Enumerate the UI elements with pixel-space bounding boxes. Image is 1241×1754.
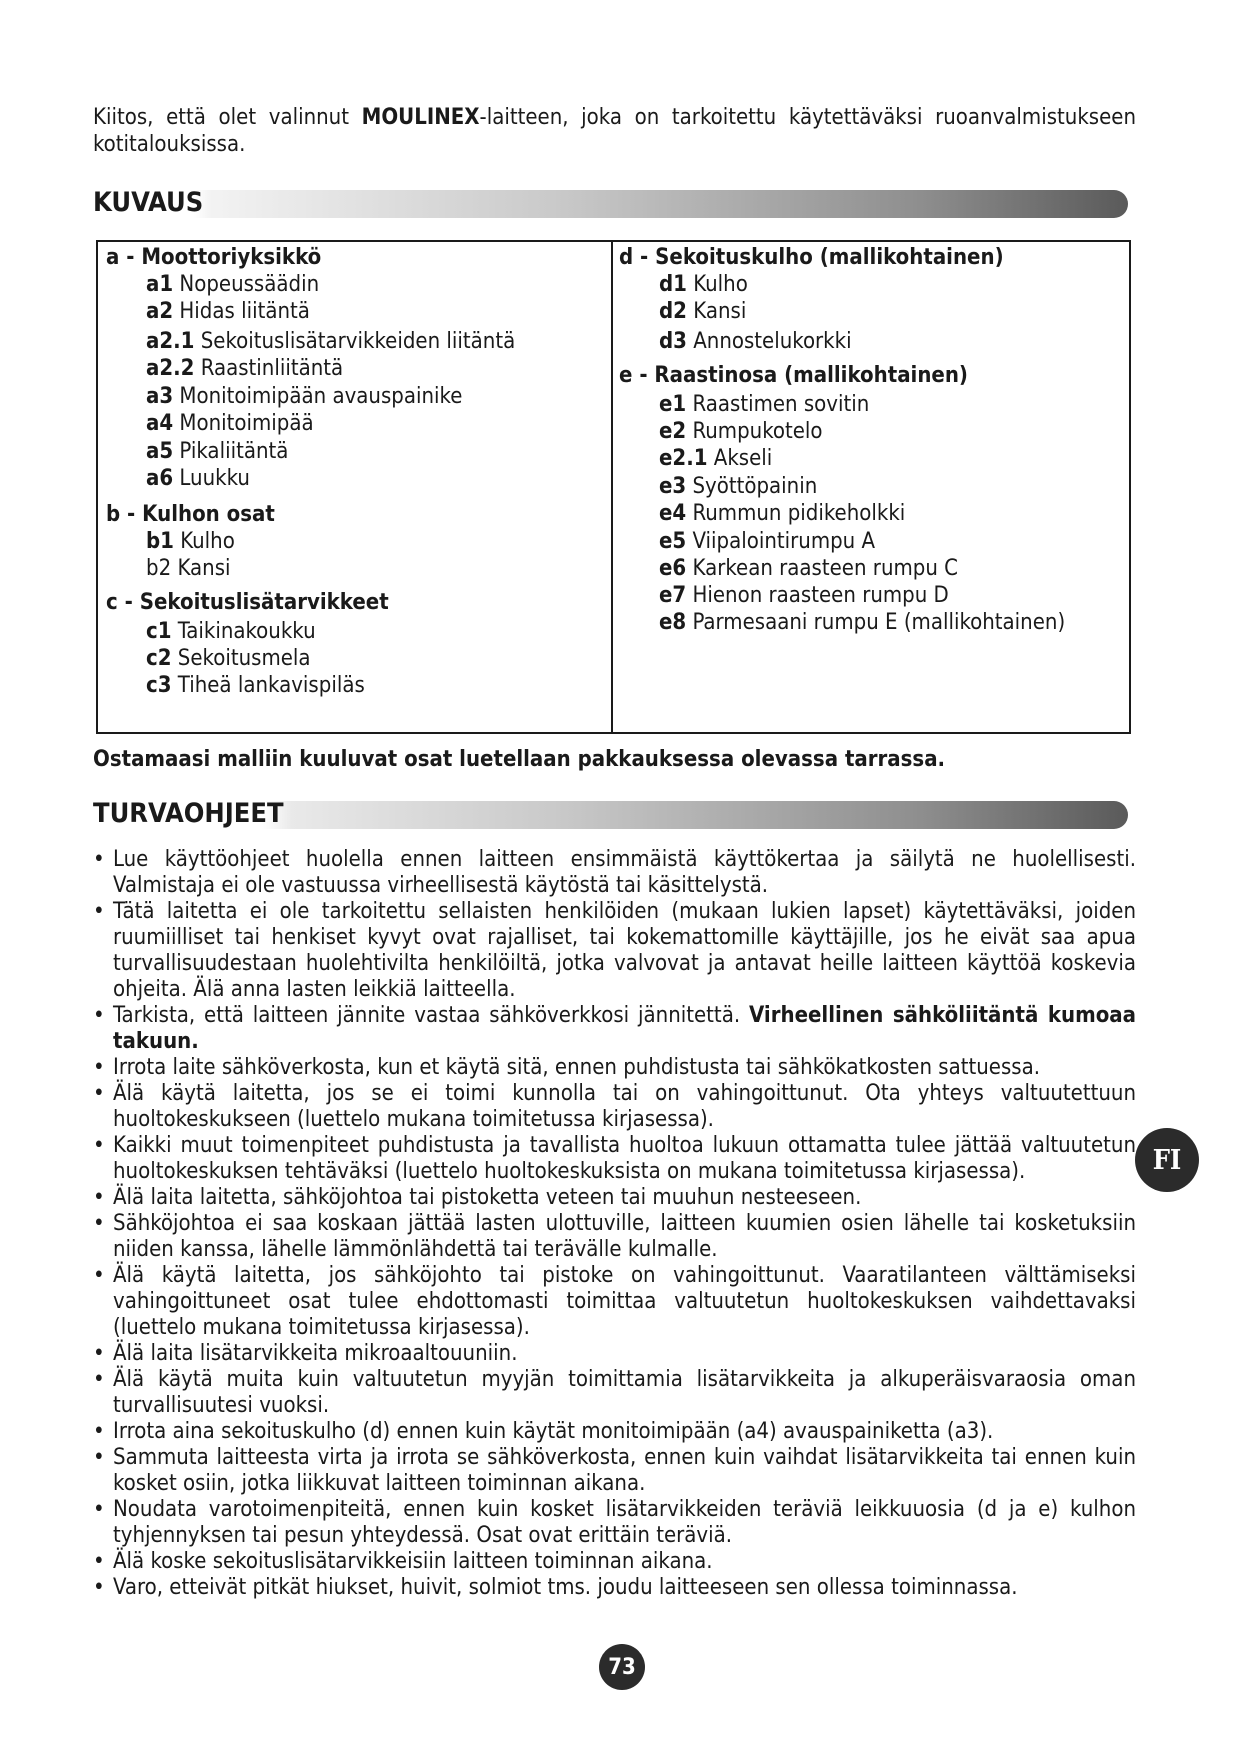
warranty-warning: Virheellinen sähköliitäntä kumoaa takuun. (113, 1003, 1136, 1054)
safety-item: • Älä käytä laitetta, jos sähköjohto tai pistoke on vahingoittunut. Vaaratilanteen välttämiseksi vahingoittuneet osat tulee ehdottomasti toimittaa valtuutetun huoltokeskuksen vaihdettavaksi (luettelo mukana toimitetussa kirjasessa). (93, 1263, 1136, 1340)
item-a1: a1 Nopeussäädin (146, 272, 320, 297)
safety-item: • Älä laita lisätarvikkeita mikroaaltouuniin. (93, 1341, 518, 1366)
item-a6: a6 Luukku (146, 466, 250, 491)
language-badge: FI (1135, 1128, 1199, 1192)
item-a2-1: a2.1 Sekoituslisätarvikkeiden liitäntä (146, 329, 516, 354)
page-number: 73 (599, 1644, 645, 1690)
turvaohjeet-heading (93, 797, 1128, 831)
group-e-label: e - Raastinosa (mallikohtainen) (619, 363, 968, 388)
turvaohjeet-title: TURVAOHJEET (93, 797, 292, 831)
item-e2: e2 Rumpukotelo (659, 419, 823, 444)
safety-item: • Tarkista, että laitteen jännite vastaa sähköverkkosi jännitettä. Virheellinen sähköliitäntä kumoaa takuun. (93, 1003, 1136, 1054)
item-a2-2: a2.2 Raastinliitäntä (146, 356, 344, 381)
bullet-icon: • (93, 1419, 105, 1444)
bullet-icon: • (93, 1185, 105, 1210)
kuvaus-title: KUVAUS (93, 186, 211, 220)
safety-item: • Älä käytä laitetta, jos se ei toimi kunnolla tai on vahingoittunut. Ota yhteys valtuutettuun huoltokeskukseen (luettelo mukana toimitetussa kirjasessa). (93, 1081, 1136, 1132)
item-e6: e6 Karkean raasteen rumpu C (659, 556, 958, 581)
intro-paragraph (93, 104, 1136, 158)
group-d-label: d - Sekoituskulho (mallikohtainen) (619, 245, 1004, 270)
item-d2: d2 Kansi (659, 299, 747, 324)
bullet-icon: • (93, 1549, 105, 1574)
bullet-icon: • (93, 1341, 105, 1366)
bullet-icon: • (93, 1003, 105, 1028)
item-e1: e1 Raastimen sovitin (659, 392, 870, 417)
intro-after: -laitteen, joka on tarkoitettu käytettäväksi ruoanvalmistukseen kotitalouksissa. (93, 105, 1136, 157)
bullet-icon: • (93, 1497, 105, 1522)
group-b-label: b - Kulhon osat (106, 502, 275, 527)
bullet-icon: • (93, 1575, 105, 1600)
bullet-icon: • (93, 1445, 105, 1470)
bullet-icon: • (93, 899, 105, 924)
safety-item: • Lue käyttöohjeet huolella ennen laitteen ensimmäistä käyttökertaa ja säilytä ne huolellisesti. Valmistaja ei ole vastuussa virheellisestä käytöstä tai käsittelystä. (93, 847, 1136, 898)
safety-item: • Noudata varotoimenpiteitä, ennen kuin kosket lisätarvikkeiden teräviä leikkuuosia (d ja e) kulhon tyhjennyksen tai pesun yhteydessä. Osat ovat erittäin teräviä. (93, 1497, 1136, 1548)
item-a4: a4 Monitoimipää (146, 411, 314, 436)
bullet-icon: • (93, 1367, 105, 1392)
column-divider (611, 242, 613, 732)
group-a-label: a - Moottoriyksikkö (106, 245, 322, 270)
bullet-icon: • (93, 1263, 105, 1288)
bullet-icon: • (93, 1055, 105, 1080)
item-b2: b2 Kansi (146, 556, 231, 581)
item-e4: e4 Rummun pidikeholkki (659, 501, 906, 526)
safety-item: • Irrota laite sähköverkosta, kun et käytä sitä, ennen puhdistusta tai sähkökatkosten sattuessa. (93, 1055, 1041, 1080)
safety-item: • Varo, etteivät pitkät hiukset, huivit, solmiot tms. joudu laitteeseen sen ollessa toiminnassa. (93, 1575, 1018, 1600)
item-b1: b1 Kulho (146, 529, 235, 554)
item-a2: a2 Hidas liitäntä (146, 299, 310, 324)
item-d3: d3 Annostelukorkki (659, 329, 852, 354)
item-c1: c1 Taikinakoukku (146, 619, 316, 644)
safety-item: • Kaikki muut toimenpiteet puhdistusta ja tavallista huoltoa lukuun ottamatta tulee jättää valtuutetun huoltokeskuksen tehtäväksi (luettelo huoltokeskuksista on mukana toimitetussa kirjasessa). (93, 1133, 1136, 1184)
item-d1: d1 Kulho (659, 272, 748, 297)
item-c3: c3 Tiheä lankavispiläs (146, 673, 365, 698)
brand-name: MOULINEX (361, 105, 480, 130)
safety-item: • Tätä laitetta ei ole tarkoitettu sellaisten henkilöiden (mukaan lukien lapset) käytettäväksi, joiden ruumiilliset tai henkiset kyvyt ovat rajalliset, tai kokemattomille käyttäjille, jos he eivät saa apua turvallisuudestaan huolehtivilta henkilöiltä, jotka valvovat ja antavat heille laitteen käyttöä koskevia ohjeita. Älä anna lasten leikkiä laitteella. (93, 899, 1136, 1002)
description-table (96, 240, 1131, 734)
heading-gradient-bar (93, 190, 1128, 218)
item-e3: e3 Syöttöpainin (659, 474, 818, 499)
item-e8: e8 Parmesaani rumpu E (mallikohtainen) (659, 610, 1066, 635)
item-e2-1: e2.1 Akseli (659, 446, 773, 471)
bullet-icon: • (93, 1081, 105, 1106)
safety-item: • Sammuta laitteesta virta ja irrota se sähköverkosta, ennen kuin vaihdat lisätarvikkeita tai ennen kuin kosket osiin, jotka liikkuvat laitteen toiminnan aikana. (93, 1445, 1136, 1496)
safety-instructions-list (93, 847, 1136, 1601)
item-c2: c2 Sekoitusmela (146, 646, 311, 671)
bullet-icon: • (93, 1211, 105, 1236)
safety-item: • Irrota aina sekoituskulho (d) ennen kuin käytät monitoimipään (a4) avauspainiketta (a3). (93, 1419, 994, 1444)
group-c-label: c - Sekoituslisätarvikkeet (106, 590, 389, 615)
safety-item: • Sähköjohtoa ei saa koskaan jättää lasten ulottuville, laitteen kuumien osien lähelle tai kosketuksiin niiden kanssa, lähelle lämmönlähdettä tai terävälle kulmalle. (93, 1211, 1136, 1262)
kuvaus-heading (93, 186, 1128, 220)
item-a5: a5 Pikaliitäntä (146, 439, 289, 464)
model-parts-note: Ostamaasi malliin kuuluvat osat luetellaan pakkauksessa olevassa tarrassa. (93, 747, 946, 772)
safety-item: • Älä käytä muita kuin valtuutetun myyjän toimittamia lisätarvikkeita ja alkuperäisvaraosia oman turvallisuutesi vuoksi. (93, 1367, 1136, 1418)
item-a3: a3 Monitoimipään avauspainike (146, 384, 463, 409)
safety-item: • Älä koske sekoituslisätarvikkeisiin laitteen toiminnan aikana. (93, 1549, 713, 1574)
intro-before: Kiitos, että olet valinnut (93, 105, 362, 130)
safety-item: • Älä laita laitetta, sähköjohtoa tai pistoketta veteen tai muuhun nesteeseen. (93, 1185, 862, 1210)
item-e5: e5 Viipalointirumpu A (659, 529, 876, 554)
bullet-icon: • (93, 1133, 105, 1158)
item-e7: e7 Hienon raasteen rumpu D (659, 583, 949, 608)
bullet-icon: • (93, 847, 105, 872)
